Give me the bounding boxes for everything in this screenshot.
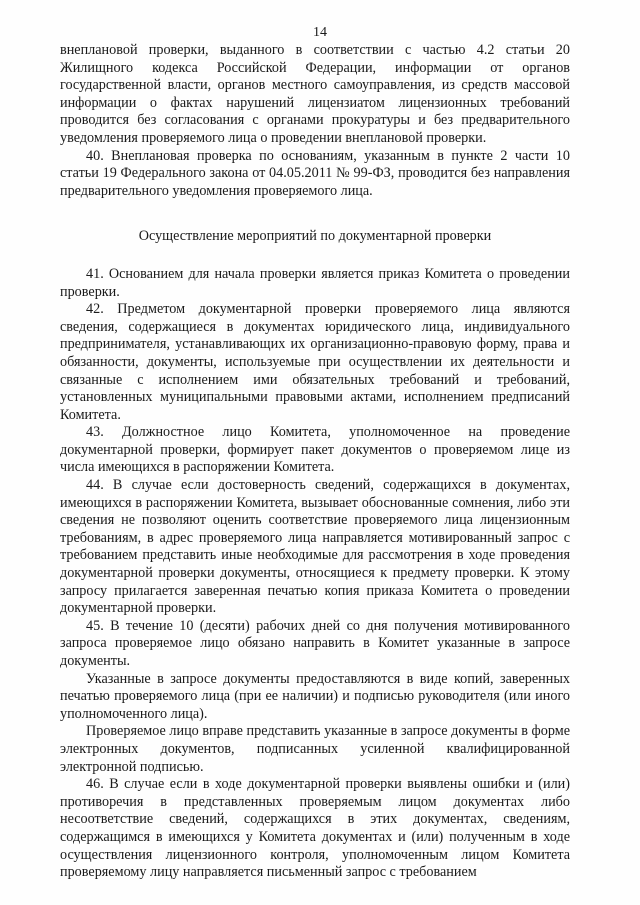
paragraph-continuation: внеплановой проверки, выданного в соответствии с частью 4.2 статьи 20 Жилищного кодекса Российской Федерации, информации от органов государственной власти, органов местного самоуправления, из средств массовой информации о фактах нарушений лицензиатом лицензионных требований проводится без согласования с органами прокуратуры и без предварительного уведомления проверяемого лица о проведении внеплановой проверки. — [60, 42, 570, 146]
paragraph-42: 42. Предметом документарной проверки проверяемого лица являются сведения, содержащиеся в документах юридического лица, индивидуального предпринимателя, устанавливающих их организационно-правовую форму, права и обязанности, документы, используемые при осуществлении их деятельности и связанные с исполнением ими обязательных требований и требований, установленных муниципальными правовыми актами, исполнением предписаний Комитета. — [60, 301, 570, 423]
paragraph-44: 44. В случае если достоверность сведений, содержащихся в документах, имеющихся в распоряжении Комитета, вызывает обоснованные сомнения, либо эти сведения не позволяют оценить соответствие проверяемого лица лицензионным требованиям, в адрес проверяемого лица направляется мотивированный запрос с требованием представить иные необходимые для рассмотрения в ходе проведения документарной проверки документы, относящиеся к предмету проверки. К этому запросу прилагается заверенная печатью копия приказа Комитета о проведении документарной проверки. — [60, 477, 570, 617]
paragraph-45-copies: Указанные в запросе документы предоставляются в виде копий, заверенных печатью проверяемого лица (при ее наличии) и подписью руководителя (или иного уполномоченного лица). — [60, 670, 570, 722]
paragraph-45: 45. В течение 10 (десяти) рабочих дней со дня получения мотивированного запроса проверяемое лицо обязано направить в Комитет указанные в запросе документы. — [60, 617, 570, 669]
page-number: 14 — [313, 25, 327, 40]
paragraph-40: 40. Внеплановая проверка по основаниям, указанным в пункте 2 части 10 статьи 19 Федерального закона от 04.05.2011 № 99-ФЗ, проводится без направления предварительного уведомления проверяемого лица. — [60, 147, 570, 199]
document-body — [60, 42, 570, 882]
paragraph-41: 41. Основанием для начала проверки является приказ Комитета о проведении проверки. — [60, 265, 570, 300]
section-heading: Осуществление мероприятий по документарной проверки — [138, 228, 492, 245]
paragraph-45-electronic: Проверяемое лицо вправе представить указанные в запросе документы в форме электронных документов, подписанных усиленной квалифицированной электронной подписью. — [60, 723, 570, 775]
paragraph-46: 46. В случае если в ходе документарной проверки выявлены ошибки и (или) противоречия в представленных проверяемым лицом документах либо несоответствие сведений, содержащихся в этих документах, сведениям, содержащимся в имеющихся у Комитета документах и (или) полученным в ходе осуществления лицензионного контроля, уполномоченным лицом Комитета проверяемому лицу направляется письменный запрос с требованием — [60, 776, 570, 881]
paragraph-43: 43. Должностное лицо Комитета, уполномоченное на проведение документарной проверки, формирует пакет документов о проверяемом лице из числа имеющихся в распоряжении Комитета. — [60, 424, 570, 476]
